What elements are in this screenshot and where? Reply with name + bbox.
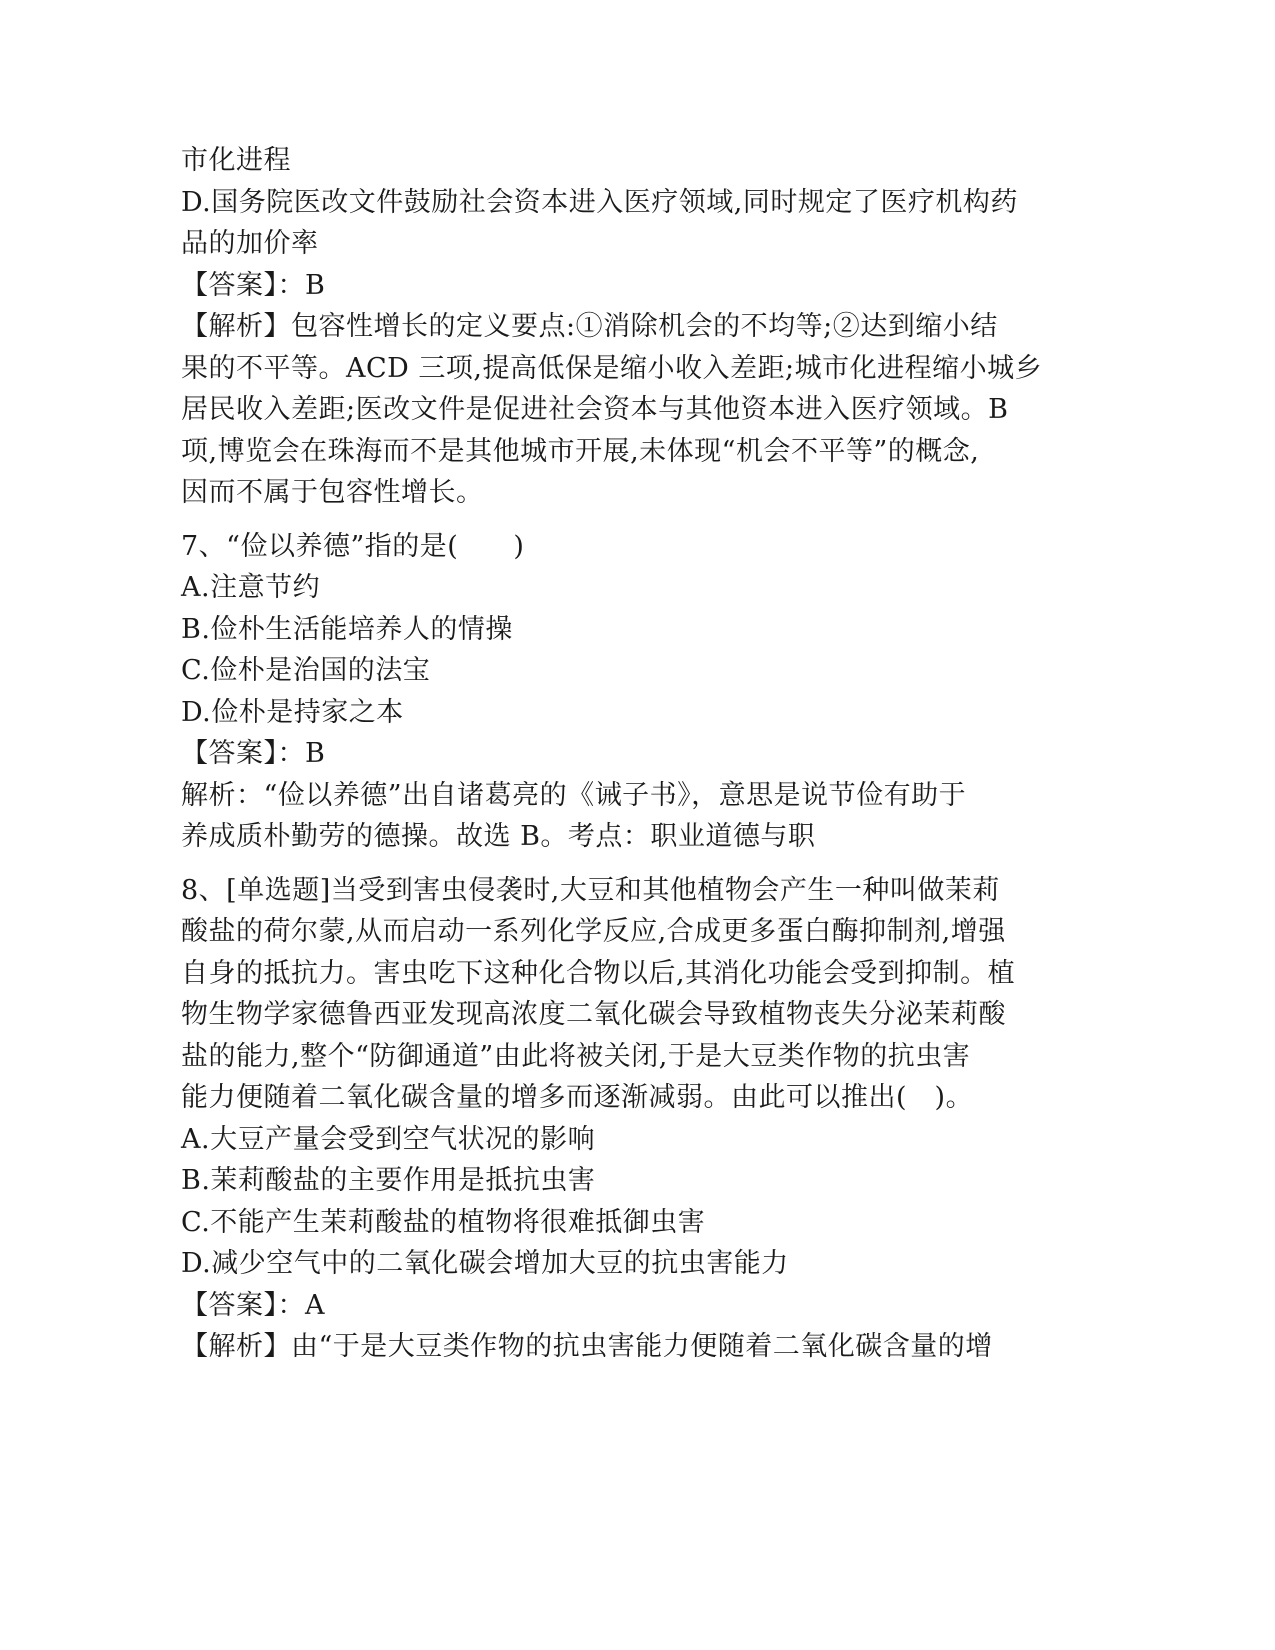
analysis-line: 居民收入差距;医改文件是促进社会资本与其他资本进入医疗领域。B: [181, 394, 1009, 425]
option-b: B.俭朴生活能培养人的情操: [181, 613, 513, 645]
document-page: [181, 140, 1081, 1368]
option-c: C.俭朴是治国的法宝: [181, 655, 431, 686]
analysis-line: 【解析】由“于是大豆类作物的抗虫害能力便随着二氧化碳含量的增: [181, 1331, 993, 1362]
question-8: [181, 870, 1081, 1368]
question-stem-line: 物生物学家德鲁西亚发现高浓度二氧化碳会导致植物丧失分泌茉莉酸: [181, 999, 1006, 1030]
section-gap: [181, 858, 1081, 870]
answer: 【答案】：A: [181, 1289, 325, 1321]
option-a: A.注意节约: [181, 572, 321, 603]
question-stem-line: 盐的能力,整个“防御通道”由此将被关闭,于是大豆类作物的抗虫害: [181, 1040, 971, 1072]
analysis-line: 【解析】包容性增长的定义要点:①消除机会的不均等;②达到缩小结: [181, 311, 998, 342]
option-d-continued: 品的加价率: [181, 228, 319, 259]
analysis-line: 养成质朴勤劳的德操。故选 B。考点：职业道德与职: [181, 821, 816, 852]
question-stem-line: 8、[单选题]当受到害虫侵袭时,大豆和其他植物会产生一种叫做茉莉: [181, 874, 1000, 906]
question-7: [181, 526, 1081, 858]
question-stem: 7、“俭以养德”指的是( ): [181, 530, 525, 562]
option-a: A.大豆产量会受到空气状况的影响: [181, 1123, 596, 1155]
analysis-line: 因而不属于包容性增长。: [181, 477, 484, 508]
question-stem-line: 自身的抵抗力。害虫吃下这种化合物以后,其消化功能会受到抑制。植: [181, 957, 1016, 989]
option-d: D.减少空气中的二氧化碳会增加大豆的抗虫害能力: [181, 1248, 789, 1279]
analysis-line: 解析：“俭以养德”出自诸葛亮的《诫子书》，意思是说节俭有助于: [181, 779, 967, 811]
option-c-continued: 市化进程: [181, 145, 291, 176]
option-c: C.不能产生茉莉酸盐的植物将很难抵御虫害: [181, 1206, 706, 1238]
question-stem-line: 能力便随着二氧化碳含量的增多而逐渐减弱。由此可以推出( )。: [181, 1082, 974, 1113]
answer: 【答案】：B: [181, 269, 326, 301]
analysis-line: 果的不平等。ACD 三项,提高低保是缩小收入差距;城市化进程缩小城乡: [181, 352, 1043, 384]
option-d: D.俭朴是持家之本: [181, 696, 404, 728]
question-stem-line: 酸盐的荷尔蒙,从而启动一系列化学反应,合成更多蛋白酶抑制剂,增强: [181, 916, 1006, 947]
option-d: D.国务院医改文件鼓励社会资本进入医疗领域,同时规定了医疗机构药: [181, 186, 1018, 218]
question-6-continued: [181, 140, 1081, 514]
answer: 【答案】：B: [181, 738, 326, 769]
section-gap: [181, 514, 1081, 526]
option-b: B.茉莉酸盐的主要作用是抵抗虫害: [181, 1165, 596, 1196]
analysis-line: 项,博览会在珠海而不是其他城市开展,未体现“机会不平等”的概念,: [181, 435, 980, 467]
